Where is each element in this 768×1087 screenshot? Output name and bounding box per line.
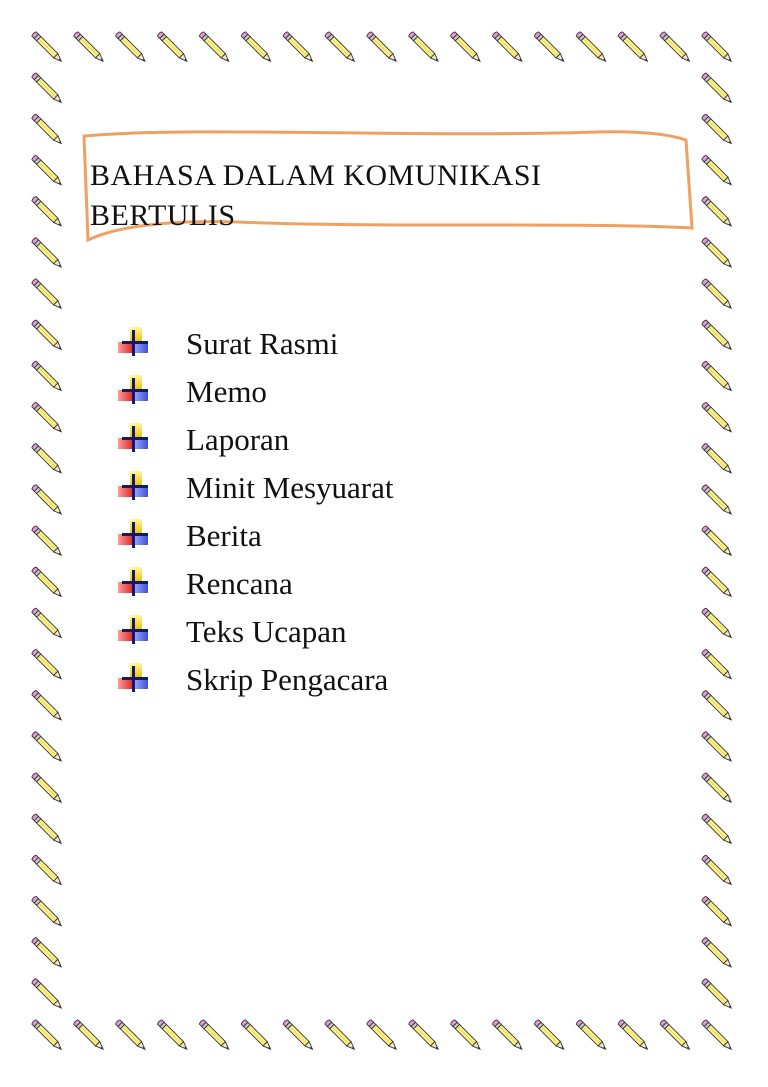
pencil-icon — [701, 813, 733, 845]
pencil-icon — [576, 31, 608, 63]
list-item-label: Minit Mesyuarat — [186, 470, 394, 505]
pencil-icon — [450, 1019, 482, 1051]
pencil-icon — [199, 1019, 231, 1051]
title-line-2: BERTULIS — [90, 199, 236, 232]
pencil-icon — [701, 319, 733, 351]
list-item-label: Surat Rasmi — [186, 326, 339, 361]
pencil-icon — [31, 319, 63, 351]
pencil-icon — [701, 484, 733, 516]
document-title — [90, 156, 690, 236]
pencil-icon — [31, 72, 63, 104]
pencil-icon — [31, 690, 63, 722]
pencil-icon — [31, 896, 63, 928]
pencil-icon — [31, 443, 63, 475]
pencil-icon — [115, 31, 147, 63]
colorful-cross-bullet-icon — [116, 614, 150, 644]
pencil-icon — [31, 525, 63, 557]
pencil-icon — [31, 155, 63, 187]
pencil-icon — [701, 196, 733, 228]
pencil-icon — [618, 1019, 650, 1051]
pencil-icon — [701, 402, 733, 434]
pencil-icon — [701, 772, 733, 804]
pencil-icon — [701, 237, 733, 269]
pencil-icon — [618, 31, 650, 63]
pencil-icon — [701, 278, 733, 310]
colorful-cross-bullet-icon — [116, 470, 150, 500]
pencil-icon — [31, 237, 63, 269]
pencil-icon — [157, 1019, 189, 1051]
pencil-icon — [701, 155, 733, 187]
title-line-1: BAHASA DALAM KOMUNIKASI — [90, 159, 542, 192]
pencil-icon — [31, 566, 63, 598]
list-item-label: Berita — [186, 518, 262, 553]
pencil-icon — [115, 1019, 147, 1051]
pencil-icon — [199, 31, 231, 63]
list-item-label: Teks Ucapan — [186, 614, 347, 649]
pencil-icon — [366, 31, 398, 63]
colorful-cross-bullet-icon — [116, 374, 150, 404]
pencil-icon — [31, 855, 63, 887]
pencil-icon — [241, 31, 273, 63]
pencil-icon — [31, 402, 63, 434]
pencil-icon — [701, 525, 733, 557]
pencil-icon — [492, 1019, 524, 1051]
pencil-icon — [576, 1019, 608, 1051]
pencil-icon — [241, 1019, 273, 1051]
pencil-icon — [701, 361, 733, 393]
pencil-icon — [31, 484, 63, 516]
list-item-label: Laporan — [186, 422, 290, 457]
pencil-icon — [283, 31, 315, 63]
pencil-icon — [31, 731, 63, 763]
pencil-icon — [701, 608, 733, 640]
colorful-cross-bullet-icon — [116, 662, 150, 692]
pencil-icon — [701, 443, 733, 475]
list-item-label: Rencana — [186, 566, 293, 601]
pencil-icon — [31, 1019, 63, 1051]
pencil-icon — [701, 937, 733, 969]
pencil-icon — [31, 813, 63, 845]
pencil-icon — [31, 937, 63, 969]
pencil-icon — [31, 196, 63, 228]
list-item-label: Memo — [186, 374, 267, 409]
pencil-icon — [73, 31, 105, 63]
pencil-icon — [31, 649, 63, 681]
pencil-icon — [31, 608, 63, 640]
pencil-icon — [534, 31, 566, 63]
pencil-icon — [701, 855, 733, 887]
pencil-icon — [701, 1019, 733, 1051]
pencil-icon — [31, 114, 63, 146]
pencil-icon — [659, 1019, 691, 1051]
list-item-label: Skrip Pengacara — [186, 662, 389, 697]
pencil-icon — [701, 978, 733, 1010]
colorful-cross-bullet-icon — [116, 566, 150, 596]
pencil-icon — [157, 31, 189, 63]
colorful-cross-bullet-icon — [116, 422, 150, 452]
pencil-icon — [31, 31, 63, 63]
pencil-icon — [701, 731, 733, 763]
pencil-icon — [31, 772, 63, 804]
pencil-icon — [701, 566, 733, 598]
pencil-icon — [492, 31, 524, 63]
pencil-icon — [659, 31, 691, 63]
pencil-icon — [73, 1019, 105, 1051]
title-box — [78, 128, 698, 250]
pencil-icon — [701, 114, 733, 146]
colorful-cross-bullet-icon — [116, 326, 150, 356]
pencil-icon — [283, 1019, 315, 1051]
pencil-icon — [31, 278, 63, 310]
pencil-icon — [701, 72, 733, 104]
pencil-icon — [408, 1019, 440, 1051]
pencil-icon — [701, 649, 733, 681]
pencil-icon — [366, 1019, 398, 1051]
pencil-icon — [450, 31, 482, 63]
pencil-icon — [701, 31, 733, 63]
colorful-cross-bullet-icon — [116, 518, 150, 548]
pencil-icon — [324, 31, 356, 63]
pencil-icon — [701, 690, 733, 722]
pencil-icon — [31, 978, 63, 1010]
pencil-icon — [534, 1019, 566, 1051]
pencil-icon — [701, 896, 733, 928]
pencil-icon — [31, 361, 63, 393]
pencil-icon — [408, 31, 440, 63]
pencil-icon — [324, 1019, 356, 1051]
